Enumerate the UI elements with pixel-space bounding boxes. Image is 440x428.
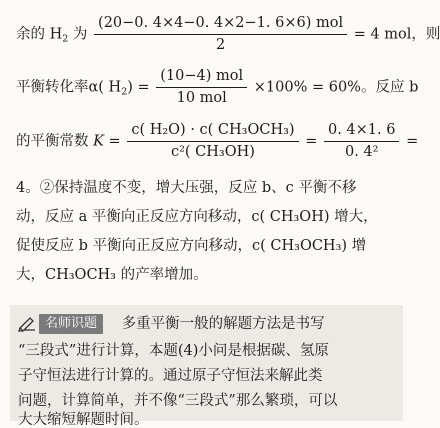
fraction-numerator: c( H₂O) · c( CH₃OCH₃) xyxy=(127,121,298,142)
fraction-numerator: (20−0. 4×4−0. 4×2−1. 6×6) mol xyxy=(94,14,347,35)
body-line: 促使反应 b 平衡向正反应方向移动，c( CH₃OCH₃) 增 xyxy=(16,238,367,254)
equation-line-2 xyxy=(16,67,418,108)
fraction xyxy=(127,121,298,162)
variable: K xyxy=(93,133,104,150)
text: = xyxy=(103,133,121,150)
text: ) = xyxy=(127,79,150,96)
body-line: 4。②保持温度不变，增大压强，反应 b、c 平衡不移 xyxy=(16,180,357,196)
text: ×100% = 60%。反应 b xyxy=(253,79,419,96)
text: 为 xyxy=(68,26,88,43)
text: 平衡转化率α( H xyxy=(16,79,122,96)
fraction-numerator: (10−4) mol xyxy=(156,67,247,88)
tip-line xyxy=(18,313,325,338)
subscript: 2 xyxy=(62,33,69,45)
fraction xyxy=(324,121,400,162)
fraction xyxy=(156,67,247,108)
tip-line: 大大缩短解题时间。 xyxy=(18,412,149,428)
text: 余的 H xyxy=(16,26,63,43)
tip-line: “三段式”进行计算，本题(4)小问是根据碳、氢原 xyxy=(18,343,329,359)
body-line: 动，反应 a 平衡向正反应方向移动，c( CH₃OH) 增大， xyxy=(16,209,378,225)
fraction-denominator: c²( CH₃OH) xyxy=(170,144,255,160)
text: 的平衡常数 xyxy=(16,133,94,150)
text: = xyxy=(305,133,318,150)
equation-line-1 xyxy=(16,14,440,55)
tip-text: 多重平衡一般的解题方法是书写 xyxy=(121,316,325,332)
tip-badge: 名师识题 xyxy=(39,314,103,334)
equation-line-3 xyxy=(16,121,418,162)
tip-line: 问题，计算简单，并不像“三段式”那么繁琐，可以 xyxy=(18,393,338,409)
text: = xyxy=(406,133,419,150)
body-line: 大，CH₃OCH₃ 的产率增加。 xyxy=(16,267,208,283)
pencil-icon xyxy=(18,315,36,338)
fraction-numerator: 0. 4×1. 6 xyxy=(324,121,400,142)
text: = 4 mol，则 xyxy=(353,26,440,43)
subscript: 2 xyxy=(121,86,128,98)
tip-line: 子守恒法进行计算的。通过原子守恒法来解此类 xyxy=(18,368,323,384)
fraction-denominator: 10 mol xyxy=(176,90,227,106)
fraction-denominator: 2 xyxy=(215,37,226,53)
fraction xyxy=(94,14,347,55)
fraction-denominator: 0. 4² xyxy=(344,144,379,160)
